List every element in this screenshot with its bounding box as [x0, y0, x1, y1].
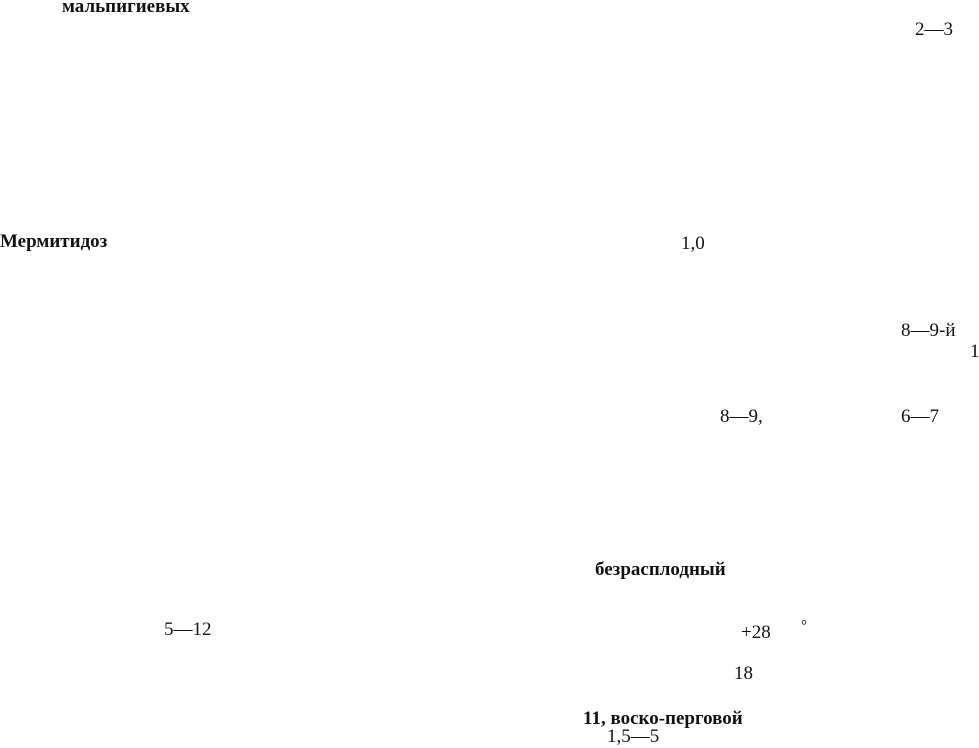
text-range-8-9-y: 8—9-й	[901, 320, 956, 341]
text-wax-bread: 11, воско-перговой	[583, 708, 743, 729]
text-value-18: 18	[734, 663, 753, 684]
text-range-8-9: 8—9,	[720, 406, 763, 427]
text-temp-plus-28: +28	[741, 622, 771, 643]
text-digit-1: 1	[970, 341, 979, 362]
text-degree-sign: °	[801, 618, 807, 634]
text-range-1-5-5: 1,5—5	[607, 726, 660, 747]
text-range-5-12: 5—12	[164, 619, 212, 640]
text-range-6-7: 6—7	[901, 406, 939, 427]
text-barren: безрасплодный	[595, 559, 726, 580]
text-range-2-3: 2—3	[915, 19, 953, 40]
text-value-1-0: 1,0	[681, 233, 705, 254]
text-malpighian: мальпигиевых	[62, 0, 190, 17]
text-mermithidosis: Мермитидоз	[0, 231, 108, 252]
